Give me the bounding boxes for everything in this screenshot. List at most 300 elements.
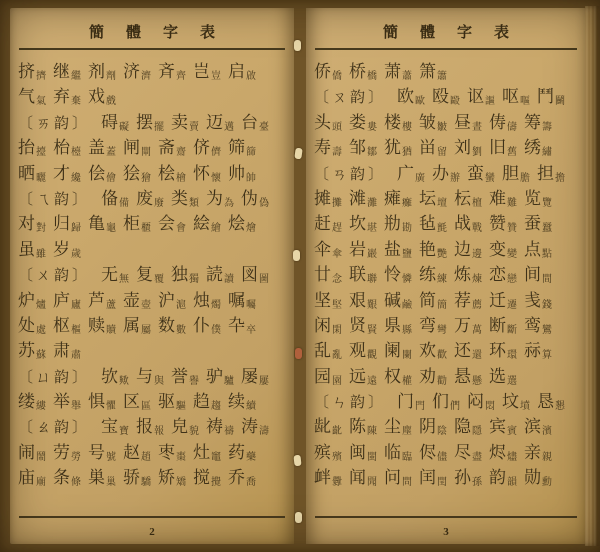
traditional-char: 燴: [246, 223, 256, 235]
traditional-char: 圖: [259, 274, 270, 286]
char-pair: [454, 338, 482, 363]
simplified-char: 滩: [349, 188, 366, 208]
char-pair: [524, 262, 552, 287]
simplified-char: 蚕: [524, 214, 541, 234]
char-pair: [193, 440, 221, 465]
traditional-char: 留: [437, 147, 447, 159]
char-pair: [397, 84, 425, 109]
char-pair: [314, 186, 342, 211]
char-pair: [454, 465, 482, 490]
traditional-char: 驢: [224, 375, 235, 387]
simplified-char: 还: [454, 341, 471, 361]
simplified-char: 赎: [88, 315, 105, 335]
char-pair: [489, 414, 517, 439]
simplified-char: 驱: [158, 392, 175, 412]
page-left: [10, 8, 294, 544]
simplified-char: 苏: [18, 341, 35, 361]
simplified-char: 才: [53, 163, 70, 183]
simplified-char: 殡: [314, 442, 331, 462]
traditional-char: 釁: [332, 477, 342, 489]
simplified-char: 台: [241, 112, 259, 132]
char-pair: [537, 389, 565, 414]
simplified-char: 勋: [524, 468, 541, 488]
char-row: [18, 313, 292, 338]
simplified-char: 续: [228, 392, 245, 412]
simplified-char: 怀: [193, 163, 210, 183]
simplified-char: 壶: [123, 290, 140, 310]
char-pair: [206, 110, 234, 135]
simplified-char: 环: [489, 341, 506, 361]
char-pair: [397, 389, 425, 414]
traditional-char: 賣: [189, 121, 200, 133]
simplified-char: 畄: [419, 138, 436, 158]
char-table-left: [10, 50, 294, 491]
traditional-char: 條: [71, 477, 81, 489]
char-pair: [101, 262, 129, 287]
traditional-char: 會: [176, 223, 186, 235]
char-pair: [193, 161, 221, 186]
simplified-char: 庐: [53, 290, 70, 310]
char-pair: [101, 364, 129, 389]
char-pair: [101, 186, 129, 211]
traditional-char: 雖: [36, 248, 46, 260]
traditional-char: 歐: [415, 96, 426, 108]
simplified-char: 远: [349, 366, 366, 386]
char-pair: [524, 237, 552, 262]
page-number-right: 3: [443, 526, 449, 538]
char-pair: [123, 313, 151, 338]
char-pair: [241, 262, 269, 287]
char-row: [314, 59, 584, 84]
char-pair: [88, 440, 116, 465]
char-pair: [53, 389, 81, 414]
char-pair: [171, 186, 199, 211]
traditional-char: 卒: [246, 324, 256, 336]
traditional-char: 賢: [367, 324, 377, 336]
traditional-char: 檯: [71, 147, 81, 159]
simplified-char: 驴: [206, 366, 224, 386]
simplified-char: 乱: [314, 341, 331, 361]
char-pair: [206, 262, 234, 287]
simplified-char: 庙: [18, 468, 35, 488]
simplified-char: 劝: [419, 366, 436, 386]
char-pair: [524, 313, 552, 338]
simplified-char: 启: [228, 62, 245, 81]
char-row: [18, 135, 292, 160]
traditional-char: 戰: [472, 223, 482, 235]
char-row: [314, 211, 584, 236]
simplified-char: 仆: [193, 315, 210, 335]
simplified-char: 变: [489, 239, 506, 259]
simplified-char: 萧: [384, 62, 401, 81]
char-pair: [384, 414, 412, 439]
simplified-char: 弯: [419, 315, 436, 335]
simplified-char: 复: [136, 265, 154, 285]
char-pair: [136, 414, 164, 439]
traditional-char: 艷: [437, 248, 447, 260]
char-pair: [158, 313, 186, 338]
char-pair: [193, 389, 221, 414]
traditional-char: 變: [507, 248, 517, 260]
simplified-char: 肃: [53, 341, 70, 361]
char-pair: [158, 135, 186, 160]
simplified-char: 邹: [349, 138, 366, 158]
traditional-char: 簡: [437, 299, 447, 311]
binding-stitch: [294, 148, 302, 160]
char-pair: [524, 110, 552, 135]
simplified-char: 枱: [53, 138, 70, 158]
traditional-char: 鬧: [36, 451, 46, 463]
traditional-char: 問: [402, 477, 412, 489]
simplified-char: 図: [241, 265, 259, 285]
char-pair: [314, 414, 342, 439]
char-pair: [349, 59, 377, 84]
traditional-char: 閘: [141, 147, 151, 159]
char-pair: [53, 465, 81, 490]
char-pair: [524, 288, 552, 313]
simplified-char: 県: [384, 315, 401, 335]
traditional-char: 籌: [542, 121, 552, 133]
traditional-char: 喬: [246, 477, 256, 489]
char-pair: [88, 84, 116, 109]
traditional-char: 戀: [507, 274, 517, 286]
char-pair: [489, 211, 517, 236]
traditional-char: 櫃: [141, 223, 151, 235]
rhyme-section-label: 〔ㄞ韵〕: [18, 115, 91, 132]
simplified-char: 搅: [193, 468, 210, 488]
char-pair: [489, 110, 517, 135]
simplified-char: 万: [454, 315, 471, 335]
traditional-char: 蠻: [485, 172, 496, 184]
traditional-char: 閑: [332, 324, 342, 336]
simplified-char: 侩: [88, 163, 105, 183]
char-row: [314, 440, 584, 465]
traditional-char: 屬: [141, 324, 151, 336]
traditional-char: 間: [542, 274, 552, 286]
simplified-char: 欤: [101, 366, 119, 386]
char-pair: [419, 440, 447, 465]
char-pair: [502, 161, 530, 186]
traditional-char: 巢: [106, 477, 116, 489]
char-pair: [419, 313, 447, 338]
char-pair: [53, 135, 81, 160]
simplified-char: 报: [136, 417, 154, 437]
simplified-char: 灶: [193, 442, 210, 462]
char-pair: [467, 84, 495, 109]
simplified-char: 艳: [419, 239, 436, 259]
char-pair: [18, 161, 46, 186]
traditional-char: 念: [332, 274, 342, 286]
char-pair: [206, 414, 234, 439]
simplified-char: 矫: [158, 468, 175, 488]
traditional-char: 礙: [119, 121, 130, 133]
char-pair: [123, 389, 151, 414]
traditional-char: 氣: [36, 96, 46, 108]
char-pair: [419, 288, 447, 313]
char-row: [314, 262, 584, 287]
rhyme-section-label: 〔ㄡ韵〕: [314, 90, 387, 107]
simplified-char: 読: [206, 265, 224, 285]
char-pair: [53, 288, 81, 313]
simplified-char: 继: [53, 62, 70, 81]
char-pair: [454, 211, 482, 236]
simplified-char: 涛: [241, 417, 259, 437]
char-pair: [419, 338, 447, 363]
traditional-char: 齊: [176, 71, 186, 82]
simplified-char: 闻: [349, 468, 366, 488]
simplified-char: 间: [524, 265, 541, 285]
traditional-char: 獨: [189, 274, 200, 286]
traditional-char: 選: [507, 375, 517, 387]
char-pair: [53, 161, 81, 186]
char-pair: [241, 110, 269, 135]
traditional-char: 塵: [402, 426, 412, 438]
simplified-char: 碍: [101, 112, 119, 132]
traditional-char: 僕: [211, 324, 221, 336]
simplified-char: 皃: [171, 417, 189, 437]
char-pair: [524, 338, 552, 363]
char-pair: [18, 211, 46, 236]
simplified-char: 盖: [88, 138, 105, 158]
traditional-char: 環: [507, 350, 517, 362]
char-pair: [193, 59, 221, 84]
char-pair: [419, 237, 447, 262]
traditional-char: 樞: [71, 324, 81, 336]
traditional-char: 壽: [332, 147, 342, 159]
traditional-char: 傘: [332, 248, 342, 260]
char-pair: [18, 465, 46, 490]
simplified-char: 欧: [397, 87, 415, 107]
char-pair: [454, 364, 482, 389]
traditional-char: 煉: [472, 274, 482, 286]
simplified-char: 乔: [228, 468, 245, 488]
simplified-char: 沪: [158, 290, 175, 310]
simplified-char: 俻: [101, 188, 119, 208]
traditional-char: 趙: [141, 451, 151, 463]
char-row: [314, 414, 584, 439]
char-row: [314, 135, 584, 160]
simplified-char: 迁: [489, 290, 506, 310]
simplified-char: 枟: [454, 188, 471, 208]
traditional-char: 歲: [71, 248, 81, 260]
simplified-char: 侨: [314, 62, 331, 81]
traditional-char: 勳: [542, 477, 552, 489]
char-pair: [88, 313, 116, 338]
page-number-left: 2: [149, 526, 155, 538]
traditional-char: 藥: [246, 451, 256, 463]
simplified-char: 筛: [228, 138, 245, 158]
simplified-char: 摆: [136, 112, 154, 132]
traditional-char: 廢: [154, 197, 165, 209]
traditional-char: 毆: [450, 96, 461, 108]
traditional-char: 齔: [332, 426, 342, 438]
char-pair: [171, 110, 199, 135]
char-row: [18, 84, 292, 109]
char-pair: [53, 211, 81, 236]
traditional-char: 堪: [367, 223, 377, 235]
char-pair: [432, 84, 460, 109]
char-pair: [454, 414, 482, 439]
simplified-char: 尽: [454, 442, 471, 462]
traditional-char: 屢: [259, 375, 270, 387]
char-pair: [228, 135, 256, 160]
traditional-char: 蠶: [542, 223, 552, 235]
simplified-char: 荐: [454, 290, 471, 310]
traditional-char: 邁: [224, 121, 235, 133]
rhyme-section-label: 〔ㄠ韵〕: [18, 420, 91, 437]
traditional-char: 肅: [71, 350, 81, 362]
char-pair: [193, 211, 221, 236]
simplified-char: 济: [123, 62, 140, 81]
char-pair: [384, 364, 412, 389]
char-row: [18, 110, 292, 135]
char-pair: [158, 465, 186, 490]
simplified-char: 巣: [88, 468, 105, 488]
traditional-char: 舊: [507, 147, 517, 159]
char-pair: [18, 59, 46, 84]
simplified-char: 刘: [454, 138, 471, 158]
simplified-char: 祘: [524, 341, 541, 361]
traditional-char: 舉: [71, 401, 81, 413]
char-pair: [454, 262, 482, 287]
traditional-char: 覽: [542, 197, 552, 209]
simplified-char: 联: [349, 265, 366, 285]
char-pair: [489, 364, 517, 389]
simplified-char: 难: [489, 188, 506, 208]
char-row: [18, 288, 292, 313]
char-pair: [88, 59, 116, 84]
char-pair: [397, 161, 425, 186]
simplified-char: 赞: [489, 214, 506, 234]
char-pair: [101, 414, 129, 439]
char-pair: [18, 313, 46, 338]
char-pair: [123, 161, 151, 186]
traditional-char: 贖: [106, 324, 116, 336]
char-pair: [88, 389, 116, 414]
char-pair: [314, 59, 342, 84]
traditional-char: 擡: [36, 147, 46, 159]
char-row: [314, 84, 584, 109]
simplified-char: 陈: [349, 417, 366, 437]
char-pair: [489, 440, 517, 465]
char-row: [314, 389, 584, 414]
char-row: [18, 262, 292, 287]
traditional-char: 萬: [472, 324, 482, 336]
char-pair: [349, 364, 377, 389]
char-table-right: [306, 50, 586, 491]
char-pair: [228, 288, 256, 313]
traditional-char: 歟: [119, 375, 130, 387]
simplified-char: 斋: [158, 138, 175, 158]
traditional-char: 縷: [36, 401, 46, 413]
traditional-char: 閩: [367, 451, 377, 463]
simplified-char: 晒: [18, 163, 35, 183]
simplified-char: 数: [158, 315, 175, 335]
binding-stitch: [293, 455, 301, 467]
traditional-char: 鸞: [542, 324, 552, 336]
simplified-char: 赶: [314, 214, 331, 234]
char-pair: [419, 262, 447, 287]
traditional-char: 鹽: [402, 248, 412, 260]
traditional-char: 勘: [402, 223, 412, 235]
traditional-char: 蕭: [402, 71, 412, 82]
simplified-char: 览: [524, 188, 541, 208]
traditional-char: 儘: [437, 451, 447, 463]
traditional-char: 辦: [450, 172, 461, 184]
char-row: [314, 465, 584, 490]
traditional-char: 薦: [472, 299, 482, 311]
char-pair: [419, 186, 447, 211]
char-pair: [489, 313, 517, 338]
simplified-char: 断: [489, 315, 506, 335]
char-pair: [454, 440, 482, 465]
char-pair: [419, 465, 447, 490]
traditional-char: 擠: [36, 71, 46, 82]
char-row: [314, 288, 584, 313]
traditional-char: 賓: [507, 426, 517, 438]
simplified-char: 帅: [228, 163, 245, 183]
traditional-char: 爐: [36, 299, 46, 311]
simplified-char: 办: [432, 163, 450, 183]
char-pair: [228, 465, 256, 490]
simplified-char: 龀: [314, 417, 331, 437]
traditional-char: 聯: [367, 274, 377, 286]
simplified-char: 恋: [489, 265, 506, 285]
char-pair: [489, 186, 517, 211]
simplified-char: 赵: [123, 442, 140, 462]
traditional-char: 難: [507, 197, 517, 209]
simplified-char: 俦: [489, 112, 506, 132]
simplified-char: 简: [419, 290, 436, 310]
char-pair: [489, 465, 517, 490]
simplified-char: 娄: [349, 112, 366, 132]
simplified-char: 箫: [419, 62, 436, 81]
simplified-char: 卆: [228, 315, 245, 335]
rhyme-section-label: 〔ㄢ韵〕: [314, 166, 387, 183]
traditional-char: 續: [246, 401, 256, 413]
traditional-char: 親: [542, 451, 552, 463]
simplified-char: 烩: [228, 214, 245, 234]
char-pair: [171, 364, 199, 389]
char-pair: [432, 389, 460, 414]
traditional-char: 練: [437, 274, 447, 286]
char-row: [314, 364, 584, 389]
traditional-char: 還: [472, 350, 482, 362]
page-title-right: 簡體字表: [382, 25, 531, 41]
traditional-char: 斷: [507, 324, 517, 336]
char-pair: [384, 59, 412, 84]
simplified-char: 对: [18, 214, 35, 234]
traditional-char: 儔: [507, 121, 517, 133]
simplified-char: 独: [171, 265, 189, 285]
char-pair: [384, 211, 412, 236]
traditional-char: 聞: [367, 477, 377, 489]
char-pair: [241, 186, 269, 211]
simplified-char: 归: [53, 214, 70, 234]
traditional-char: 燭: [211, 299, 221, 311]
simplified-char: 临: [384, 442, 401, 462]
traditional-char: 樓: [402, 121, 412, 133]
traditional-char: 繡: [542, 147, 552, 159]
simplified-char: 烬: [489, 442, 506, 462]
simplified-char: 欢: [419, 341, 436, 361]
traditional-char: 繪: [211, 223, 221, 235]
char-pair: [18, 338, 46, 363]
char-pair: [349, 338, 377, 363]
simplified-char: 废: [136, 188, 154, 208]
simplified-char: 阑: [384, 341, 401, 361]
simplified-char: 碱: [384, 290, 401, 310]
